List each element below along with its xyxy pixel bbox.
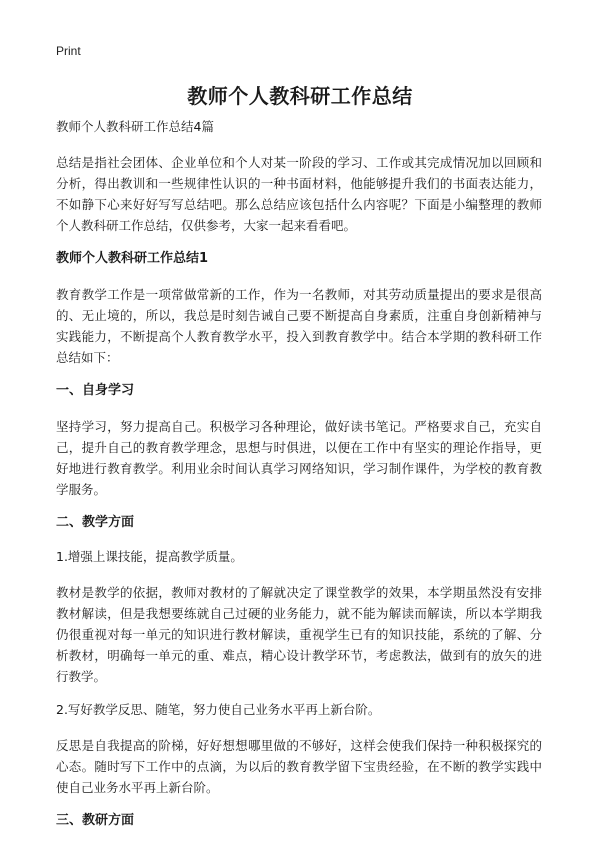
teaching-item-2-body: 反思是自我提高的阶梯，好好想想哪里做的不够好，这样会使我们保持一种积极探究的心态。随时写下工作中的点滴，为以后的教育教学留下宝贵经验，在不断的教学实践中使自己业务水平再上新台阶。 (56, 738, 542, 795)
teaching-item-1-body: 教材是教学的依据，教师对教材的了解就决定了课堂教学的效果，本学期虽然没有安排教材解读，但是我想要练就自己过硬的业务能力，就不能为解读而解读，所以本学期我仍很重视对每一单元的知识进行教材解读，重视学生已有的知识技能，系统的了解、分析教材，明确每一单元的重、难点，精心设计教学环节，考虑教法，做到有的放矢的进行教学。 (56, 585, 542, 684)
section-body-self-study: 坚持学习，努力提高自己。积极学习各种理论，做好读书笔记。严格要求自己，充实自己，提升自己的教育教学理念，思想与时俱进，以便在工作中有坚实的理论作指导，更好地进行教育教学。利用业余时间认真学习网络知识，学习制作课件，为学校的教育教学服务。 (56, 419, 542, 497)
intro-paragraph: 总结是指社会团体、企业单位和个人对某一阶段的学习、工作或其完成情况加以回顾和分析，得出教训和一些规律性认识的一种书面材料，他能够提升我们的书面表达能力，不如静下心来好好写写总结吧。那么总结应该包括什么内容呢？下面是小编整理的教师个人教科研工作总结，仅供参考，大家一起来看看吧。 (56, 155, 542, 233)
section-heading-research: 三、教研方面 (56, 813, 135, 828)
teaching-item-2: 2.写好教学反思、随笔，努力使自己业务水平再上新台阶。 (56, 702, 381, 717)
print-link[interactable]: Print (56, 44, 81, 58)
section-heading-teaching: 二、教学方面 (56, 515, 135, 530)
article-heading: 教师个人教科研工作总结1 (56, 251, 209, 266)
document-content (56, 118, 542, 846)
section-heading-self-study: 一、自身学习 (56, 383, 135, 398)
article-intro-paragraph: 教育教学工作是一项常做常新的工作，作为一名教师，对其劳动质量提出的要求是很高的、无止境的，所以，我总是时刻告诫自己要不断提高自身素质，注重自身创新精神与实践能力，不断提高个人教育教学水平，投入到教育教学中。结合本学期的教科研工作总结如下： (56, 287, 542, 365)
document-title: 教师个人教科研工作总结 (187, 84, 413, 108)
teaching-item-1: 1.增强上课技能，提高教学质量。 (56, 549, 243, 564)
document-subtitle: 教师个人教科研工作总结4篇 (56, 119, 214, 134)
